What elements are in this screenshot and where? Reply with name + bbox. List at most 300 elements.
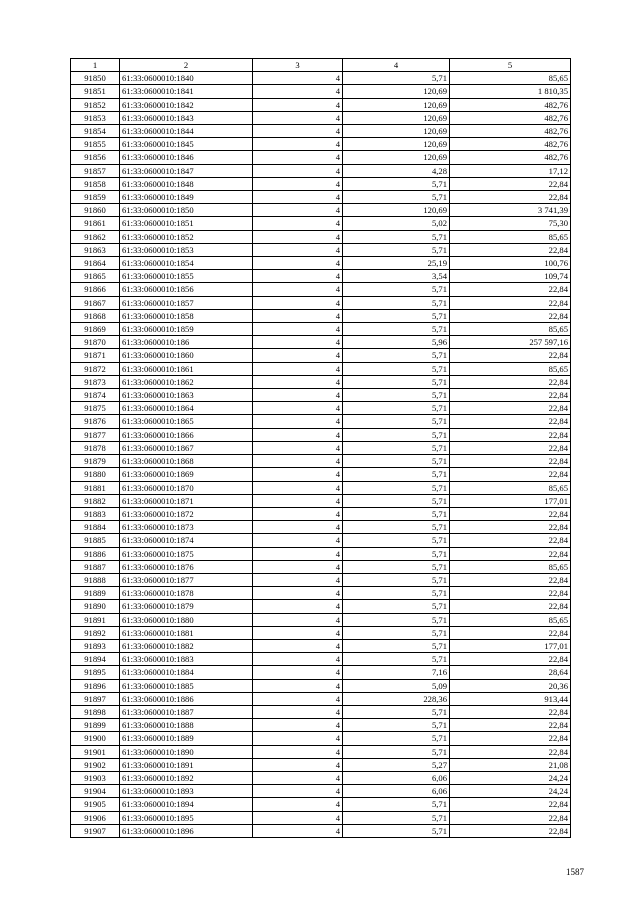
table-cell: 4 [253, 719, 343, 732]
table-cell: 91851 [71, 85, 120, 98]
table-cell: 4 [253, 72, 343, 85]
table-cell: 482,76 [450, 98, 571, 111]
table-row [71, 521, 571, 534]
table-cell: 91875 [71, 402, 120, 415]
table-cell: 4 [253, 323, 343, 336]
table-cell: 4 [253, 230, 343, 243]
table-row [71, 204, 571, 217]
table-row [71, 72, 571, 85]
table-cell: 91873 [71, 375, 120, 388]
table-cell: 4 [253, 534, 343, 547]
table-cell: 91902 [71, 758, 120, 771]
table-cell: 4 [253, 402, 343, 415]
table-cell: 5,96 [343, 336, 450, 349]
table-cell: 4 [253, 824, 343, 837]
table-cell: 91876 [71, 415, 120, 428]
table-cell: 91885 [71, 534, 120, 547]
table-cell: 6,06 [343, 771, 450, 784]
table-cell: 61:33:0600010:1849 [120, 191, 253, 204]
table-cell: 5,71 [343, 362, 450, 375]
table-cell: 1 810,35 [450, 85, 571, 98]
table-cell: 61:33:0600010:1867 [120, 441, 253, 454]
table-row [71, 138, 571, 151]
table-row [71, 309, 571, 322]
table-cell: 61:33:0600010:1880 [120, 613, 253, 626]
table-row [71, 547, 571, 560]
table-cell: 4 [253, 362, 343, 375]
table-cell: 61:33:0600010:1870 [120, 481, 253, 494]
table-cell: 91853 [71, 111, 120, 124]
table-cell: 22,84 [450, 441, 571, 454]
table-row [71, 283, 571, 296]
table-cell: 4 [253, 679, 343, 692]
table-row [71, 85, 571, 98]
table-cell: 4 [253, 349, 343, 362]
table-cell: 91855 [71, 138, 120, 151]
table-cell: 5,71 [343, 402, 450, 415]
table-cell: 85,65 [450, 613, 571, 626]
table-cell: 22,84 [450, 600, 571, 613]
table-cell: 61:33:0600010:1887 [120, 705, 253, 718]
table-cell: 61:33:0600010:1882 [120, 639, 253, 652]
table-row [71, 164, 571, 177]
table-row [71, 653, 571, 666]
table-cell: 22,84 [450, 296, 571, 309]
table-cell: 4 [253, 573, 343, 586]
table-cell: 120,69 [343, 98, 450, 111]
table-cell: 22,84 [450, 283, 571, 296]
table-row [71, 389, 571, 402]
header-row [71, 59, 571, 72]
table-cell: 22,84 [450, 375, 571, 388]
table-cell: 5,71 [343, 626, 450, 639]
table-cell: 61:33:0600010:1864 [120, 402, 253, 415]
table-cell: 91894 [71, 653, 120, 666]
table-cell: 61:33:0600010:1871 [120, 494, 253, 507]
table-cell: 91867 [71, 296, 120, 309]
table-cell: 120,69 [343, 125, 450, 138]
table-cell: 4 [253, 560, 343, 573]
table-cell: 24,24 [450, 771, 571, 784]
table-cell: 91889 [71, 587, 120, 600]
table-cell: 3 741,39 [450, 204, 571, 217]
column-header: 4 [343, 59, 450, 72]
table-cell: 5,71 [343, 521, 450, 534]
table-cell: 4 [253, 626, 343, 639]
table-cell: 61:33:0600010:1852 [120, 230, 253, 243]
table-cell: 61:33:0600010:1891 [120, 758, 253, 771]
table-cell: 91879 [71, 455, 120, 468]
table-cell: 4 [253, 125, 343, 138]
table-cell: 61:33:0600010:1896 [120, 824, 253, 837]
table-cell: 4 [253, 177, 343, 190]
table-cell: 91899 [71, 719, 120, 732]
table-cell: 4 [253, 811, 343, 824]
table-row [71, 375, 571, 388]
table-row [71, 111, 571, 124]
table-cell: 91897 [71, 692, 120, 705]
table-row [71, 692, 571, 705]
table-cell: 5,71 [343, 507, 450, 520]
table-cell: 91854 [71, 125, 120, 138]
table-cell: 61:33:0600010:1861 [120, 362, 253, 375]
column-header: 2 [120, 59, 253, 72]
table-row [71, 785, 571, 798]
table-cell: 61:33:0600010:1881 [120, 626, 253, 639]
table-cell: 4 [253, 785, 343, 798]
table-cell: 5,71 [343, 296, 450, 309]
table-cell: 5,71 [343, 468, 450, 481]
table-cell: 4 [253, 428, 343, 441]
table-cell: 120,69 [343, 85, 450, 98]
table-cell: 91865 [71, 270, 120, 283]
table-cell: 91858 [71, 177, 120, 190]
table-cell: 482,76 [450, 138, 571, 151]
table-cell: 61:33:0600010:1844 [120, 125, 253, 138]
table-row [71, 191, 571, 204]
table-row [71, 507, 571, 520]
table-cell: 91860 [71, 204, 120, 217]
table-cell: 61:33:0600010:1884 [120, 666, 253, 679]
table-row [71, 719, 571, 732]
table-cell: 91882 [71, 494, 120, 507]
table-cell: 6,06 [343, 785, 450, 798]
table-row [71, 362, 571, 375]
table-cell: 4 [253, 375, 343, 388]
table-cell: 91904 [71, 785, 120, 798]
column-header: 1 [71, 59, 120, 72]
table-row [71, 151, 571, 164]
table-cell: 22,84 [450, 243, 571, 256]
table-cell: 3,54 [343, 270, 450, 283]
table-cell: 61:33:0600010:1843 [120, 111, 253, 124]
table-cell: 22,84 [450, 389, 571, 402]
table-cell: 61:33:0600010:1863 [120, 389, 253, 402]
table-row [71, 441, 571, 454]
table-cell: 61:33:0600010:1894 [120, 798, 253, 811]
table-cell: 61:33:0600010:1840 [120, 72, 253, 85]
table-cell: 4 [253, 309, 343, 322]
table-cell: 91893 [71, 639, 120, 652]
table-cell: 91869 [71, 323, 120, 336]
table-cell: 91850 [71, 72, 120, 85]
table-cell: 91866 [71, 283, 120, 296]
table-cell: 22,84 [450, 547, 571, 560]
table-cell: 4 [253, 98, 343, 111]
table-cell: 4 [253, 415, 343, 428]
table-cell: 91906 [71, 811, 120, 824]
table-cell: 91870 [71, 336, 120, 349]
table-row [71, 270, 571, 283]
table-cell: 5,71 [343, 653, 450, 666]
table-cell: 61:33:0600010:1859 [120, 323, 253, 336]
table-cell: 61:33:0600010:1879 [120, 600, 253, 613]
table-row [71, 613, 571, 626]
table-cell: 61:33:0600010:1889 [120, 732, 253, 745]
table-cell: 61:33:0600010:1850 [120, 204, 253, 217]
table-cell: 5,71 [343, 547, 450, 560]
table-cell: 5,71 [343, 613, 450, 626]
table-cell: 5,71 [343, 798, 450, 811]
table-cell: 22,84 [450, 309, 571, 322]
table-cell: 61:33:0600010:1845 [120, 138, 253, 151]
table-cell: 4 [253, 151, 343, 164]
table-cell: 4 [253, 111, 343, 124]
table-row [71, 626, 571, 639]
table-cell: 4 [253, 283, 343, 296]
table-cell: 228,36 [343, 692, 450, 705]
table-cell: 91905 [71, 798, 120, 811]
table-cell: 5,71 [343, 309, 450, 322]
data-table [70, 58, 571, 838]
table-cell: 5,71 [343, 534, 450, 547]
table-cell: 5,71 [343, 455, 450, 468]
table-cell: 4 [253, 798, 343, 811]
table-cell: 91890 [71, 600, 120, 613]
table-row [71, 758, 571, 771]
table-cell: 22,84 [450, 507, 571, 520]
table-cell: 22,84 [450, 798, 571, 811]
table-cell: 4 [253, 468, 343, 481]
table-cell: 22,84 [450, 521, 571, 534]
table-row [71, 402, 571, 415]
table-cell: 22,84 [450, 573, 571, 586]
table-cell: 61:33:0600010:1885 [120, 679, 253, 692]
table-cell: 5,71 [343, 415, 450, 428]
table-row [71, 455, 571, 468]
table-cell: 4 [253, 217, 343, 230]
table-cell: 482,76 [450, 125, 571, 138]
table-cell: 5,09 [343, 679, 450, 692]
table-cell: 4 [253, 758, 343, 771]
table-cell: 61:33:0600010:1841 [120, 85, 253, 98]
table-cell: 109,74 [450, 270, 571, 283]
table-cell: 61:33:0600010:1854 [120, 257, 253, 270]
table-cell: 22,84 [450, 626, 571, 639]
table-row [71, 705, 571, 718]
table-cell: 5,71 [343, 243, 450, 256]
table-cell: 4 [253, 243, 343, 256]
table-cell: 177,01 [450, 494, 571, 507]
table-cell: 91863 [71, 243, 120, 256]
table-row [71, 771, 571, 784]
table-cell: 28,64 [450, 666, 571, 679]
table-row [71, 415, 571, 428]
table-cell: 22,84 [450, 468, 571, 481]
table-cell: 4 [253, 771, 343, 784]
table-cell: 22,84 [450, 811, 571, 824]
table-row [71, 125, 571, 138]
table-cell: 5,71 [343, 732, 450, 745]
table-cell: 61:33:0600010:1855 [120, 270, 253, 283]
table-cell: 4 [253, 666, 343, 679]
table-row [71, 177, 571, 190]
table-cell: 5,71 [343, 428, 450, 441]
table-cell: 4 [253, 692, 343, 705]
table-row [71, 811, 571, 824]
table-cell: 22,84 [450, 587, 571, 600]
table-cell: 4 [253, 85, 343, 98]
table-cell: 4 [253, 296, 343, 309]
table-body [71, 72, 571, 838]
table-cell: 482,76 [450, 111, 571, 124]
table-row [71, 534, 571, 547]
table-cell: 61:33:0600010:1857 [120, 296, 253, 309]
table-cell: 22,84 [450, 824, 571, 837]
table-row [71, 732, 571, 745]
table-row [71, 336, 571, 349]
table-cell: 5,71 [343, 573, 450, 586]
table-cell: 91888 [71, 573, 120, 586]
table-row [71, 468, 571, 481]
table-row [71, 600, 571, 613]
page-number: 1587 [566, 867, 584, 877]
table-cell: 22,84 [450, 415, 571, 428]
table-cell: 120,69 [343, 138, 450, 151]
table-cell: 61:33:0600010:1846 [120, 151, 253, 164]
column-header: 3 [253, 59, 343, 72]
table-cell: 5,71 [343, 600, 450, 613]
table-cell: 4 [253, 257, 343, 270]
table-cell: 5,71 [343, 323, 450, 336]
table-cell: 5,27 [343, 758, 450, 771]
table-row [71, 243, 571, 256]
table-row [71, 560, 571, 573]
table-cell: 61:33:0600010:1878 [120, 587, 253, 600]
table-cell: 5,71 [343, 811, 450, 824]
table-cell: 4 [253, 481, 343, 494]
table-cell: 5,71 [343, 72, 450, 85]
table-cell: 85,65 [450, 362, 571, 375]
table-cell: 91878 [71, 441, 120, 454]
table-cell: 61:33:0600010:1860 [120, 349, 253, 362]
table-cell: 61:33:0600010:1868 [120, 455, 253, 468]
table-cell: 22,84 [450, 191, 571, 204]
table-row [71, 98, 571, 111]
table-cell: 120,69 [343, 204, 450, 217]
table-cell: 61:33:0600010:1888 [120, 719, 253, 732]
table-cell: 482,76 [450, 151, 571, 164]
table-cell: 61:33:0600010:1893 [120, 785, 253, 798]
table-cell: 177,01 [450, 639, 571, 652]
table-row [71, 798, 571, 811]
table-cell: 61:33:0600010:1848 [120, 177, 253, 190]
table-cell: 22,84 [450, 177, 571, 190]
table-cell: 91887 [71, 560, 120, 573]
table-cell: 7,16 [343, 666, 450, 679]
table-cell: 25,19 [343, 257, 450, 270]
table-cell: 4 [253, 164, 343, 177]
table-cell: 91852 [71, 98, 120, 111]
table-cell: 61:33:0600010:1892 [120, 771, 253, 784]
table-cell: 4,28 [343, 164, 450, 177]
table-cell: 4 [253, 732, 343, 745]
table-cell: 91872 [71, 362, 120, 375]
table-cell: 4 [253, 613, 343, 626]
table-cell: 91901 [71, 745, 120, 758]
table-cell: 22,84 [450, 428, 571, 441]
table-cell: 5,71 [343, 824, 450, 837]
table-cell: 4 [253, 653, 343, 666]
table-cell: 91859 [71, 191, 120, 204]
table-cell: 61:33:0600010:1890 [120, 745, 253, 758]
table-cell: 4 [253, 705, 343, 718]
table-cell: 85,65 [450, 323, 571, 336]
table-cell: 4 [253, 270, 343, 283]
table-cell: 5,02 [343, 217, 450, 230]
table-cell: 5,71 [343, 481, 450, 494]
table-cell: 85,65 [450, 560, 571, 573]
table-cell: 4 [253, 600, 343, 613]
table-cell: 91896 [71, 679, 120, 692]
table-cell: 5,71 [343, 587, 450, 600]
table-cell: 4 [253, 441, 343, 454]
table-cell: 91898 [71, 705, 120, 718]
table-cell: 91900 [71, 732, 120, 745]
table-cell: 91903 [71, 771, 120, 784]
table-cell: 61:33:0600010:1842 [120, 98, 253, 111]
table-cell: 61:33:0600010:1883 [120, 653, 253, 666]
table-cell: 5,71 [343, 560, 450, 573]
table-cell: 5,71 [343, 389, 450, 402]
table-cell: 120,69 [343, 111, 450, 124]
table-cell: 24,24 [450, 785, 571, 798]
table-cell: 5,71 [343, 177, 450, 190]
table-cell: 22,84 [450, 402, 571, 415]
table-cell: 75,30 [450, 217, 571, 230]
table-row [71, 296, 571, 309]
table-row [71, 824, 571, 837]
table-row [71, 666, 571, 679]
table-cell: 91871 [71, 349, 120, 362]
table-cell: 91907 [71, 824, 120, 837]
table-cell: 61:33:0600010:1865 [120, 415, 253, 428]
table-cell: 91856 [71, 151, 120, 164]
table-cell: 4 [253, 191, 343, 204]
table-row [71, 679, 571, 692]
table-cell: 91886 [71, 547, 120, 560]
table-cell: 91857 [71, 164, 120, 177]
table-cell: 5,71 [343, 745, 450, 758]
table-cell: 85,65 [450, 230, 571, 243]
column-header: 5 [450, 59, 571, 72]
table-cell: 91877 [71, 428, 120, 441]
table-cell: 5,71 [343, 375, 450, 388]
table-cell: 91892 [71, 626, 120, 639]
table-cell: 4 [253, 389, 343, 402]
table-row [71, 323, 571, 336]
table-cell: 91874 [71, 389, 120, 402]
table-cell: 22,84 [450, 534, 571, 547]
table-cell: 61:33:0600010:1847 [120, 164, 253, 177]
table-cell: 85,65 [450, 481, 571, 494]
table-cell: 61:33:0600010:1866 [120, 428, 253, 441]
table-cell: 61:33:0600010:1886 [120, 692, 253, 705]
table-cell: 61:33:0600010:186 [120, 336, 253, 349]
table-row [71, 349, 571, 362]
table-cell: 22,84 [450, 349, 571, 362]
table-cell: 4 [253, 547, 343, 560]
table-row [71, 230, 571, 243]
table-cell: 22,84 [450, 653, 571, 666]
table-cell: 17,12 [450, 164, 571, 177]
table-cell: 61:33:0600010:1872 [120, 507, 253, 520]
table-cell: 5,71 [343, 705, 450, 718]
table-row [71, 573, 571, 586]
table-cell: 257 597,16 [450, 336, 571, 349]
table-cell: 4 [253, 745, 343, 758]
table-cell: 61:33:0600010:1856 [120, 283, 253, 296]
